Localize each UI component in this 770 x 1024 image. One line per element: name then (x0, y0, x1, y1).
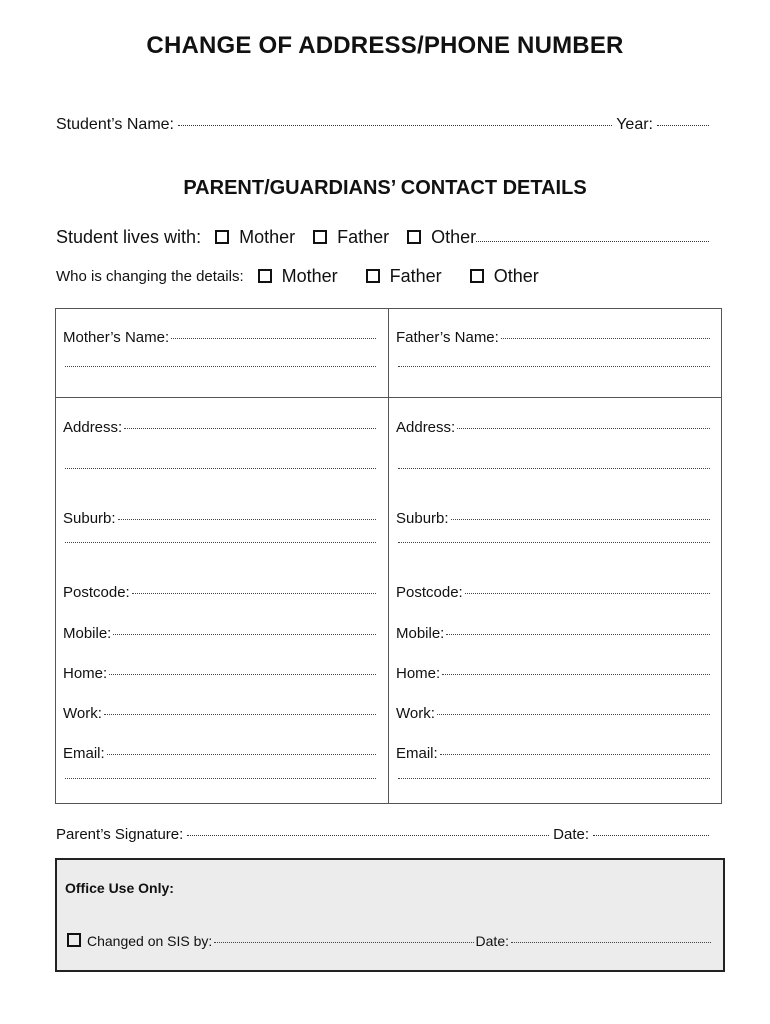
column-divider (388, 309, 389, 803)
signature-label: Parent’s Signature: (56, 826, 184, 843)
student-name-field[interactable] (178, 125, 612, 126)
father-suburb-field-2[interactable] (398, 542, 710, 543)
mother-name-label: Mother’s Name: (63, 329, 170, 346)
father-work-label: Work: (396, 705, 435, 722)
changing-row (56, 266, 713, 287)
lives-with-label: Student lives with: (56, 227, 202, 247)
mother-home-field[interactable] (109, 674, 376, 675)
father-address-label: Address: (396, 419, 456, 436)
signature-date-field[interactable] (593, 835, 709, 836)
lives-with-father-label: Father (337, 227, 390, 247)
changing-other-label: Other (493, 266, 539, 286)
contact-details-table (55, 308, 722, 804)
mother-postcode-field[interactable] (132, 593, 376, 594)
mother-email-field-2[interactable] (65, 778, 376, 779)
father-mobile-field[interactable] (446, 634, 710, 635)
lives-with-mother-checkbox[interactable] (215, 230, 229, 244)
office-use-heading: Office Use Only: (65, 880, 174, 896)
father-postcode-label: Postcode: (396, 584, 463, 601)
lives-with-other-checkbox[interactable] (407, 230, 421, 244)
student-name-label: Student’s Name: (56, 116, 174, 133)
changed-on-sis-label: Changed on SIS by: (87, 933, 213, 949)
mother-work-label: Work: (63, 705, 102, 722)
father-email-label: Email: (396, 745, 438, 762)
office-use-box (55, 858, 725, 972)
changing-other-checkbox[interactable] (470, 269, 484, 283)
father-postcode-field[interactable] (465, 593, 710, 594)
signature-row (56, 826, 713, 843)
mother-name-field-2[interactable] (65, 366, 376, 367)
lives-with-other-label: Other (431, 227, 477, 247)
mother-home-label: Home: (63, 665, 108, 682)
student-row (56, 116, 713, 134)
lives-with-mother-label: Mother (239, 227, 296, 247)
father-home-field[interactable] (442, 674, 710, 675)
father-work-field[interactable] (437, 714, 710, 715)
year-label: Year: (616, 116, 653, 133)
lives-with-father-checkbox[interactable] (313, 230, 327, 244)
mother-name-field[interactable] (171, 338, 376, 339)
mother-email-field[interactable] (107, 754, 376, 755)
mother-suburb-field[interactable] (118, 519, 376, 520)
mother-postcode-label: Postcode: (63, 584, 130, 601)
signature-date-label: Date: (553, 826, 589, 843)
mother-work-field[interactable] (104, 714, 376, 715)
office-sis-row (65, 932, 713, 949)
changed-on-sis-checkbox[interactable] (67, 933, 81, 947)
changing-mother-checkbox[interactable] (258, 269, 272, 283)
year-field[interactable] (657, 125, 709, 126)
mother-suburb-field-2[interactable] (65, 542, 376, 543)
mother-address-field-2[interactable] (65, 468, 376, 469)
mother-mobile-field[interactable] (113, 634, 376, 635)
changed-on-sis-field[interactable] (214, 942, 473, 943)
father-email-field-2[interactable] (398, 778, 710, 779)
mother-suburb-label: Suburb: (63, 510, 116, 527)
father-address-field-2[interactable] (398, 468, 710, 469)
mother-mobile-label: Mobile: (63, 625, 112, 642)
lives-with-row (56, 227, 713, 248)
lives-with-other-field[interactable] (476, 241, 709, 242)
mother-email-label: Email: (63, 745, 105, 762)
mother-address-label: Address: (63, 419, 123, 436)
changing-father-checkbox[interactable] (366, 269, 380, 283)
father-mobile-label: Mobile: (396, 625, 445, 642)
section-title: PARENT/GUARDIANS’ CONTACT DETAILS (183, 177, 587, 199)
father-email-field[interactable] (440, 754, 710, 755)
father-address-field[interactable] (457, 428, 710, 429)
father-home-label: Home: (396, 665, 441, 682)
signature-field[interactable] (187, 835, 549, 836)
form-title: CHANGE OF ADDRESS/PHONE NUMBER (146, 32, 624, 59)
row-divider (56, 397, 721, 398)
father-name-field[interactable] (501, 338, 710, 339)
father-suburb-field[interactable] (451, 519, 710, 520)
mother-address-field[interactable] (124, 428, 376, 429)
changing-father-label: Father (389, 266, 442, 286)
father-suburb-label: Suburb: (396, 510, 449, 527)
father-name-label: Father’s Name: (396, 329, 499, 346)
office-date-label: Date: (475, 933, 509, 949)
father-name-field-2[interactable] (398, 366, 710, 367)
changing-label: Who is changing the details: (56, 268, 244, 285)
changing-mother-label: Mother (281, 266, 338, 286)
office-date-field[interactable] (511, 942, 711, 943)
